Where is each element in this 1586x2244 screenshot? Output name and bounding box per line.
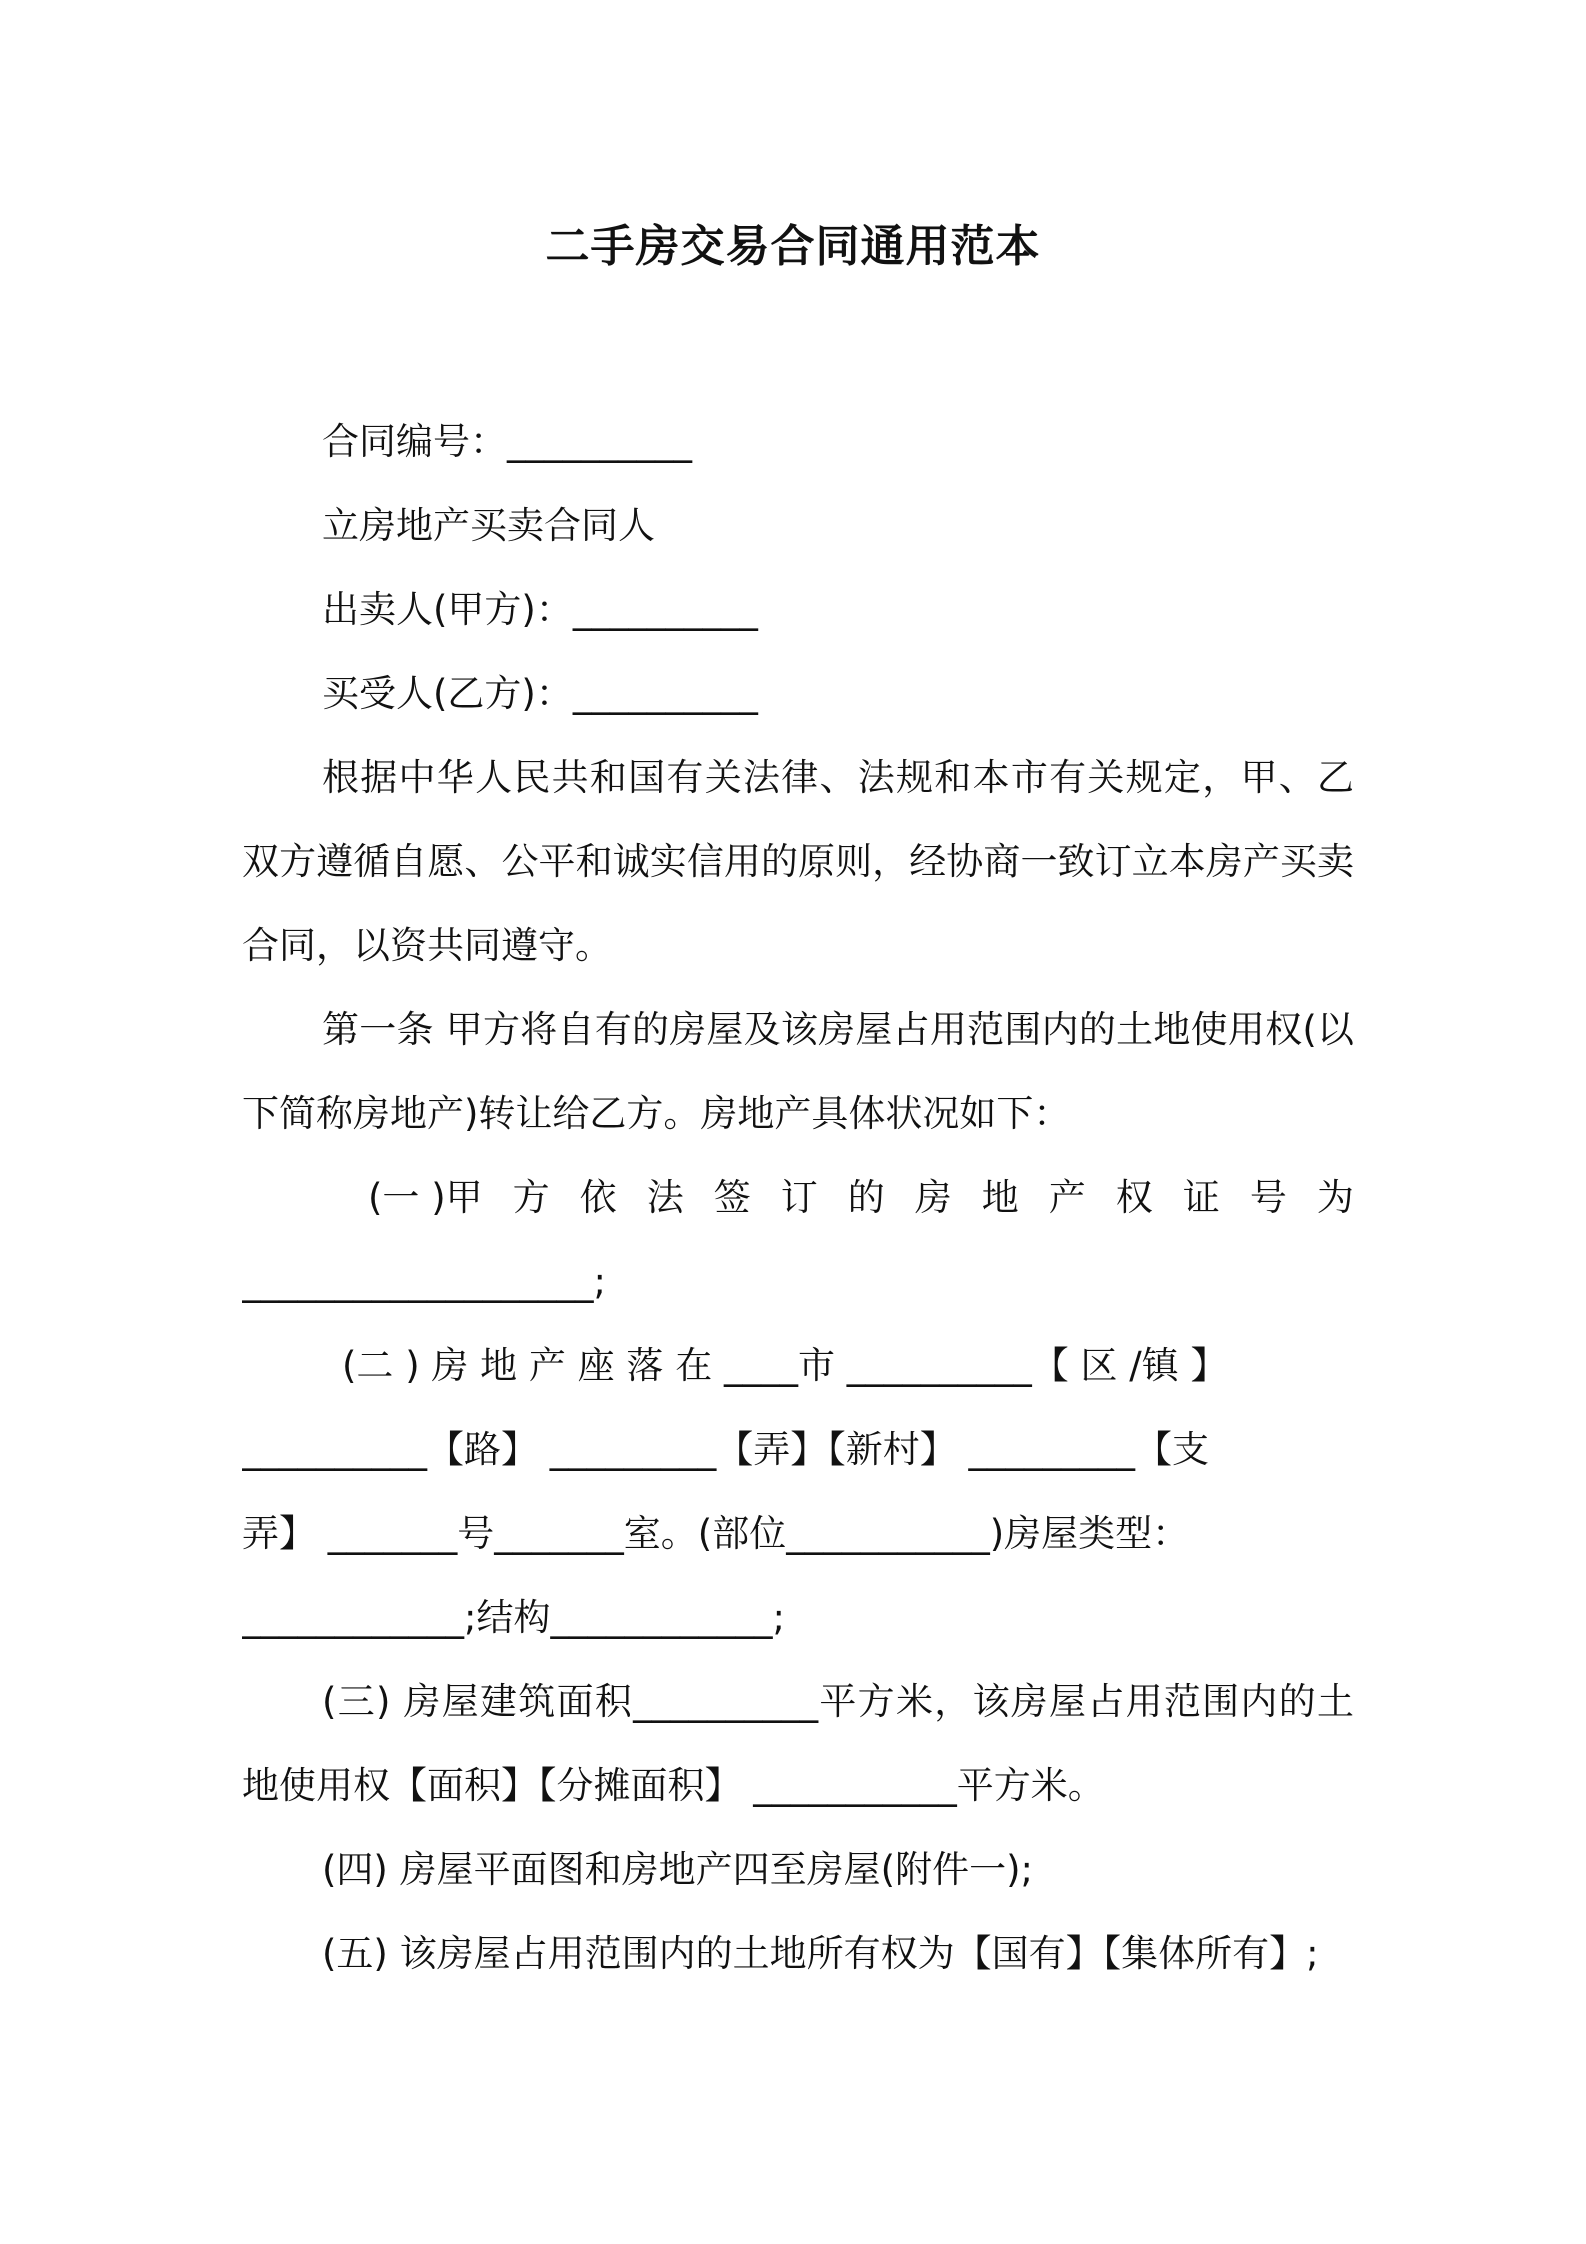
- item-2-line-3: 弄】 _______号_______室。(部位___________)房屋类型：: [242, 1512, 1190, 1555]
- document-body: [242, 400, 1354, 1996]
- item-1-part: 订: [780, 1176, 818, 1219]
- item-1-part: 为: [1316, 1176, 1354, 1219]
- item-1-part: 签: [713, 1176, 751, 1219]
- document-title: 二手房交易合同通用范本: [545, 221, 1041, 272]
- item-1-part: 权: [1115, 1176, 1153, 1219]
- item-1-line-1: [242, 1156, 1354, 1240]
- item-1-part: 依: [579, 1176, 617, 1219]
- article-1-paragraph: 第一条 甲方将自有的房屋及该房屋占用范围内的土地使用权(以下简称房地产)转让给乙方。房地产具体状况如下：: [242, 1008, 1354, 1135]
- parties-heading: 立房地产买卖合同人: [322, 504, 655, 547]
- item-1-part: 地: [981, 1176, 1019, 1219]
- seller-line: 出卖人(甲方)：__________: [322, 588, 758, 631]
- item-1-part: 的: [847, 1176, 885, 1219]
- item-3-paragraph: (三) 房屋建筑面积__________平方米，该房屋占用范围内的土地使用权【面积】【分摊面积】 ___________平方米。: [242, 1680, 1354, 1807]
- item-1-part: 产: [1048, 1176, 1086, 1219]
- item-5-line: (五) 该房屋占用范围内的土地所有权为【国有】【集体所有】;: [322, 1932, 1319, 1975]
- item-4-line: (四) 房屋平面图和房地产四至房屋(附件一);: [322, 1848, 1033, 1891]
- item-1-line-2: ___________________;: [242, 1260, 606, 1303]
- item-2-line-4: ____________;结构____________;: [242, 1596, 785, 1639]
- contract-number-line: 合同编号：__________: [322, 420, 692, 463]
- item-1-part: 证: [1182, 1176, 1220, 1219]
- item-1-part: 号: [1249, 1176, 1287, 1219]
- item-1-part: 方: [512, 1176, 550, 1219]
- item-1-part: 房: [914, 1176, 952, 1219]
- item-2-line-1: (二 ) 房 地 产 座 落 在 ____市 __________【 区 /镇 】: [342, 1344, 1228, 1387]
- buyer-line: 买受人(乙方)：__________: [322, 672, 758, 715]
- item-2-line-2: __________【路】 _________【弄】【新村】 _________【支: [242, 1428, 1210, 1471]
- preamble-paragraph: 根据中华人民共和国有关法律、法规和本市有关规定，甲、乙双方遵循自愿、公平和诚实信用的原则，经协商一致订立本房产买卖合同，以资共同遵守。: [242, 756, 1354, 967]
- item-1-part: (一 )甲: [368, 1176, 483, 1219]
- item-1-part: 法: [646, 1176, 684, 1219]
